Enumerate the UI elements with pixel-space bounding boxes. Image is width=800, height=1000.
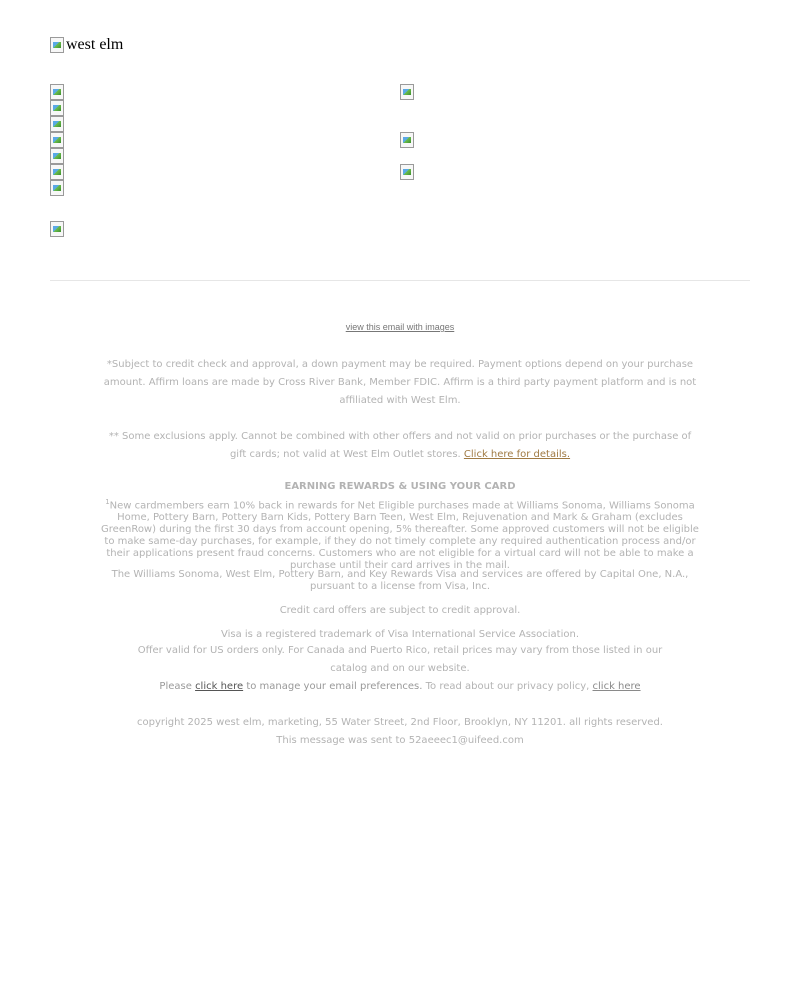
exclusions-text: ** Some exclusions apply. Cannot be combined with other offers and not valid on prior purchases or the purchase of gift cards; not valid at West Elm Outlet stores.	[108, 431, 692, 460]
prefs-mid: to manage your email preferences.	[246, 681, 423, 692]
visa-services: The Williams Sonoma, West Elm, Pottery Barn, and Key Rewards Visa and services are offered by Capital One, N.A., pursuant to a license from Visa, Inc.	[111, 569, 689, 592]
view-with-images-link[interactable]: view this email with images	[345, 322, 455, 332]
sent-to: This message was sent to 52aeeec1@uifeed.com	[276, 735, 524, 746]
copyright: copyright 2025 west elm, marketing, 55 Water Street, 2nd Floor, Brooklyn, NY 11201. all rights reserved.	[137, 717, 663, 728]
rewards-text: New cardmembers earn 10% back in rewards for Net Eligible purchases made at Williams Sonoma, Williams Sonoma Home, Pottery Barn, Pottery Barn Kids, Pottery Barn Teen, West Elm, Rejuvenation and Mark & Graham (excludes GreenRow) during the first 30 days from account opening, 5% thereafter. Some approved customers will not be eligible to make same-day purchases, for example, if they do not timely complete any required authentication process and/or their applications present fraud concerns. Customers who are not eligible for a virtual card will not be able to make a purchase until their card arrives in the mail.	[101, 500, 699, 572]
affirm-disclaimer: *Subject to credit check and approval, a down payment may be required. Payment options depend on your purchase amount. Affirm loans are made by Cross River Bank, Member FDIC. Affirm is a third party payment platform and is not affiliated with West Elm.	[103, 359, 697, 406]
logo-alt-text: west elm	[66, 36, 124, 53]
rewards-block	[100, 496, 700, 572]
exclusions-block	[100, 428, 700, 464]
promo-image-1[interactable]	[400, 84, 416, 100]
credit-approval: Credit card offers are subject to credit approval.	[279, 605, 521, 616]
visa-trademark: Visa is a registered trademark of Visa International Service Association.	[220, 629, 579, 640]
promo-image-3[interactable]	[400, 164, 416, 180]
us-orders: Offer valid for US orders only. For Canada and Puerto Rico, retail prices may vary from those listed in our catalog and on our website.	[137, 645, 663, 674]
details-link[interactable]: Click here for details.	[463, 449, 571, 460]
nav-image-5[interactable]	[50, 148, 66, 164]
manage-preferences-link[interactable]: click here	[195, 681, 244, 692]
nav-image-6[interactable]	[50, 164, 66, 180]
privacy-text: To read about our privacy policy,	[425, 681, 590, 692]
prefs-prefix: Please	[159, 681, 192, 692]
nav-image-7[interactable]	[50, 180, 66, 196]
preferences-line	[100, 678, 700, 696]
nav-image-3[interactable]	[50, 116, 66, 132]
rewards-heading: EARNING REWARDS & USING YOUR CARD	[284, 481, 516, 492]
nav-image-1[interactable]	[50, 84, 66, 100]
nav-image-8[interactable]	[50, 221, 66, 237]
broken-image-icon	[50, 37, 66, 53]
privacy-policy-link[interactable]: click here	[592, 681, 641, 692]
nav-image-2[interactable]	[50, 100, 66, 116]
nav-image-4[interactable]	[50, 132, 66, 148]
divider	[50, 280, 750, 281]
west-elm-logo[interactable]	[50, 36, 123, 54]
promo-image-2[interactable]	[400, 132, 416, 148]
rewards-footnote-marker: 1	[105, 498, 110, 506]
